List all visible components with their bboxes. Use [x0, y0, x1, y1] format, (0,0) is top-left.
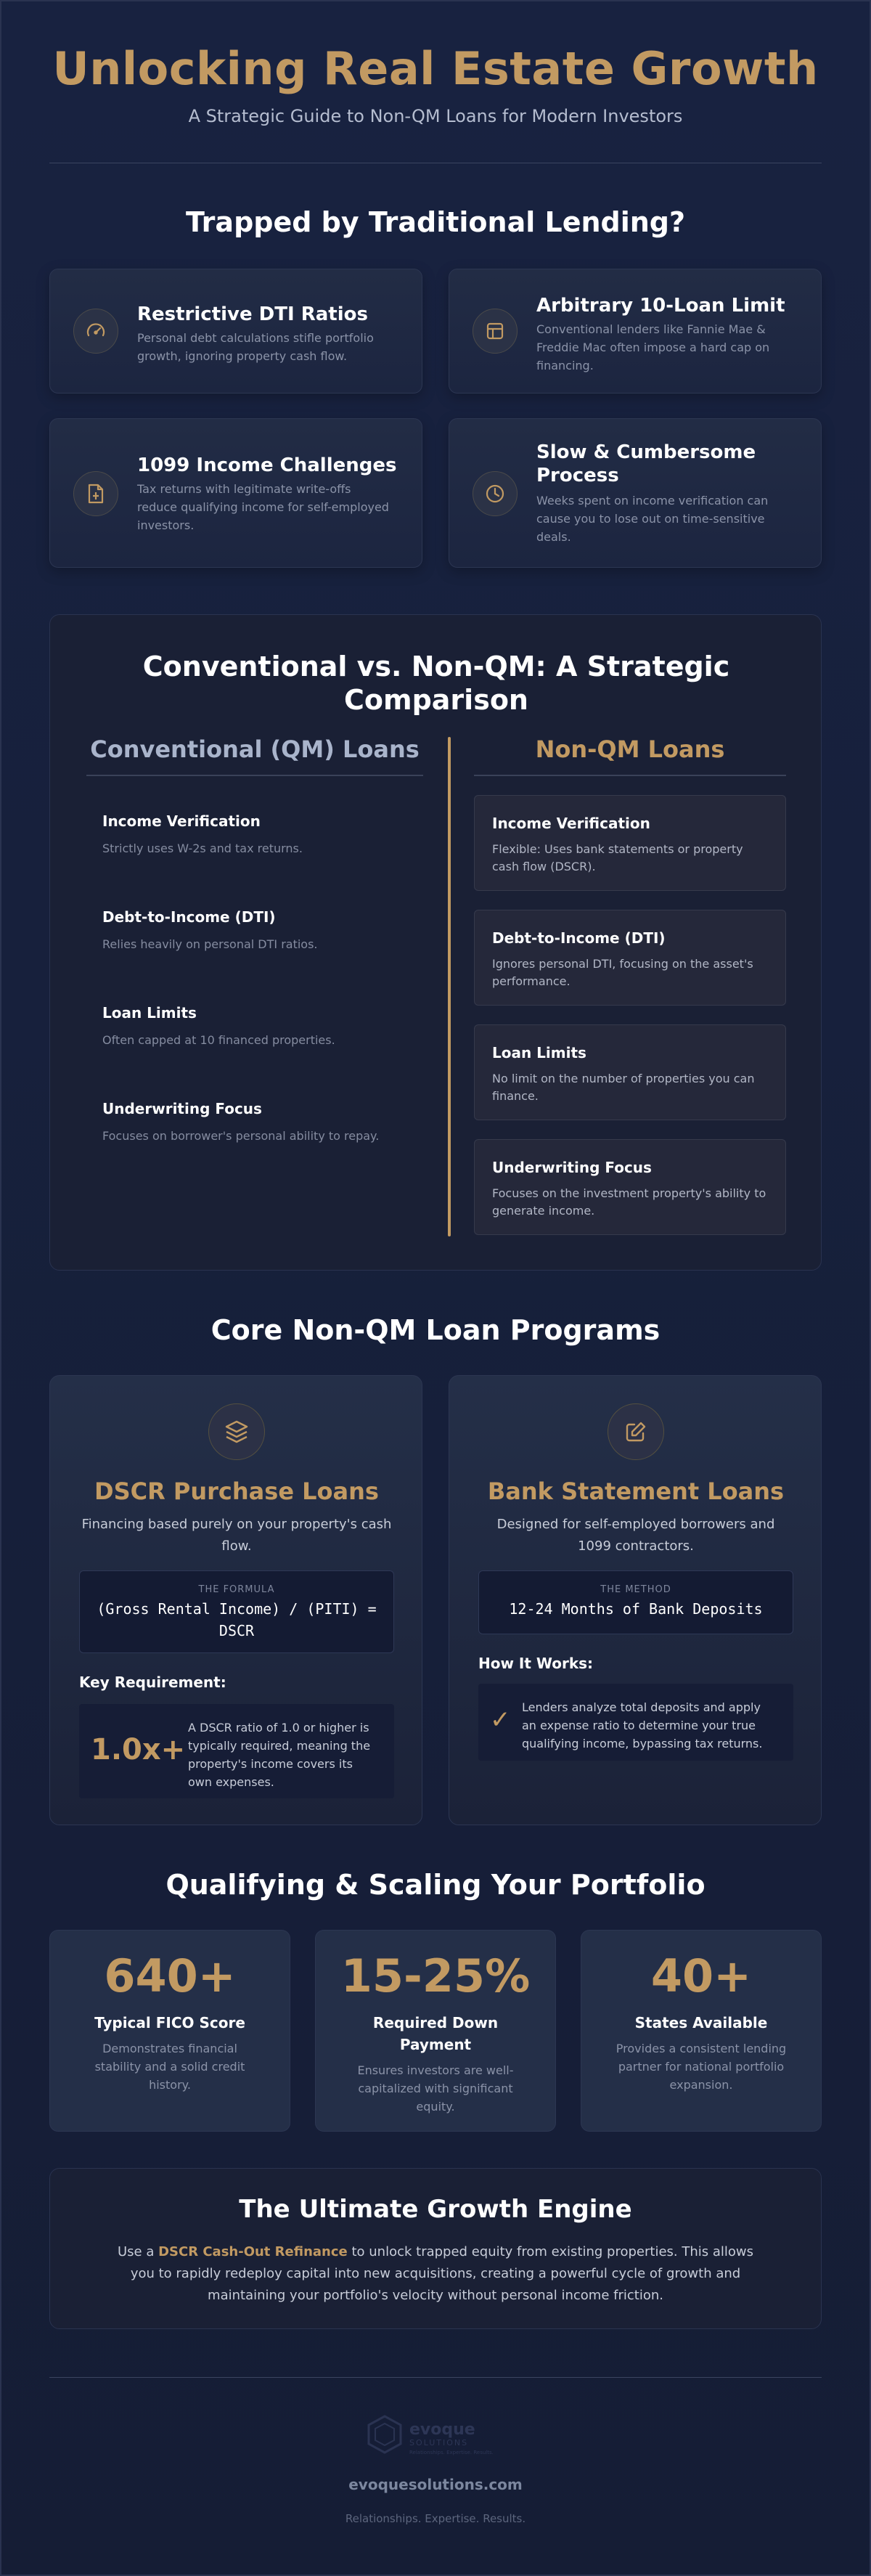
item-title: Income Verification [492, 815, 650, 832]
footer-url[interactable]: evoquesolutions.com [348, 2476, 523, 2493]
tax-document-icon [73, 471, 118, 516]
problem-desc: Conventional lenders like Fannie Mae & Freddie Mac often impose a hard cap on financing. [536, 322, 770, 372]
footer-divider [49, 2377, 822, 2378]
footer-tagline: Relationships. Expertise. Results. [345, 2512, 526, 2525]
gauge-icon [73, 309, 118, 354]
item-title: Loan Limits [492, 1044, 586, 1061]
program-title: DSCR Purchase Loans [94, 1477, 379, 1505]
requirement-box [79, 1704, 394, 1798]
building-grid-icon [473, 309, 518, 354]
item-desc: Flexible: Uses bank statements or property cash flow (DSCR). [492, 842, 743, 873]
clock-icon [473, 471, 518, 516]
bank-statement-program-card [449, 1375, 822, 1825]
nonqm-item [474, 1139, 786, 1235]
problem-title: 1099 Income Challenges [137, 455, 397, 476]
nonqm-item [474, 795, 786, 891]
conventional-item [102, 1004, 422, 1049]
edit-icon [608, 1403, 664, 1460]
problem-title: Arbitrary 10-Loan Limit [536, 295, 785, 317]
item-desc: No limit on the number of properties you can finance. [492, 1072, 755, 1103]
stat-value: 15-25% [340, 1949, 531, 2002]
logo-subtext: SOLUTIONS [409, 2438, 469, 2447]
conventional-item [102, 812, 422, 857]
item-desc: Focuses on borrower's personal ability to repay. [102, 1129, 380, 1143]
dscr-program-card [49, 1375, 422, 1825]
nonqm-heading: Non-QM Loans [535, 735, 725, 763]
layers-icon [208, 1403, 265, 1460]
stat-card [581, 1930, 822, 2132]
problem-card [49, 269, 422, 394]
stat-desc: Provides a consistent lending partner for national portfolio expansion. [616, 2042, 787, 2092]
logo-wordmark: evoque [409, 2421, 475, 2439]
page-title: Unlocking Real Estate Growth [52, 42, 819, 95]
page-subtitle: A Strategic Guide to Non-QM Loans for Modern Investors [188, 106, 683, 126]
program-title: Bank Statement Loans [487, 1477, 785, 1505]
item-title: Underwriting Focus [102, 1100, 262, 1117]
item-title: Debt-to-Income (DTI) [492, 929, 666, 947]
stat-desc: Ensures investors are well-capitalized with significant equity. [357, 2063, 514, 2114]
comparison-title: Conventional vs. Non-QM: A Strategic Comparison [142, 651, 730, 716]
how-it-works-heading: How It Works: [478, 1655, 594, 1672]
stat-card [49, 1930, 290, 2132]
item-desc: Relies heavily on personal DTI ratios. [102, 937, 318, 951]
problem-card [449, 269, 822, 394]
programs-title: Core Non-QM Loan Programs [210, 1314, 661, 1346]
how-it-works-box [478, 1684, 793, 1761]
problem-desc: Personal debt calculations stifle portfolio growth, ignoring property cash flow. [137, 331, 374, 363]
item-title: Debt-to-Income (DTI) [102, 908, 276, 926]
method-box [478, 1570, 793, 1634]
logo-tagline: Relationships. Expertise. Results. [409, 2450, 494, 2455]
engine-text-start: Use a [117, 2244, 159, 2259]
how-it-works-text: Lenders analyze total deposits and apply an expense ratio to determine your true qualifying income, bypassing tax returns. [522, 1700, 763, 1750]
problem-desc: Weeks spent on income verification can cause you to lose out on time-sensitive deals. [536, 494, 769, 544]
conventional-item [102, 1100, 422, 1145]
nonqm-item [474, 1024, 786, 1120]
problem-title: Slow & Cumbersome Process [536, 441, 756, 486]
item-title: Income Verification [102, 812, 261, 830]
item-title: Loan Limits [102, 1004, 197, 1022]
stat-label: Required Down Payment [372, 2014, 499, 2053]
engine-text-end: to unlock trapped equity from existing properties. This allows you to rapidly redeploy capital into new acquisitions, creating a powerful cycle of growth and maintaining your portfolio's velocity without personal income friction. [130, 2244, 753, 2303]
requirement-value: 1.0x+ [91, 1733, 186, 1766]
growth-engine-text [108, 2241, 763, 2307]
column-rule [474, 775, 786, 776]
nonqm-item [474, 910, 786, 1006]
program-desc: Financing based purely on your property's cash flow. [81, 1517, 392, 1554]
growth-engine-panel [49, 2168, 822, 2329]
problems-title: Trapped by Traditional Lending? [185, 206, 686, 238]
comparison-panel [49, 614, 822, 1271]
company-logo [363, 2410, 508, 2461]
stat-card [315, 1930, 556, 2132]
requirement-heading: Key Requirement: [79, 1674, 226, 1691]
item-desc: Strictly uses W-2s and tax returns. [102, 841, 303, 855]
problem-desc: Tax returns with legitimate write-offs reduce qualifying income for self-employed investors. [137, 482, 389, 532]
stat-value: 640+ [104, 1949, 236, 2002]
check-icon: ✓ [490, 1705, 511, 1735]
scaling-title: Qualifying & Scaling Your Portfolio [165, 1869, 706, 1901]
problem-card [449, 418, 822, 568]
method-label: THE METHOD [600, 1584, 671, 1595]
stat-label: Typical FICO Score [94, 2014, 245, 2031]
item-desc: Focuses on the investment property's ability to generate income. [492, 1186, 766, 1218]
stat-label: States Available [634, 2014, 768, 2031]
item-desc: Often capped at 10 financed properties. [102, 1033, 335, 1047]
formula-label: THE FORMULA [198, 1584, 275, 1595]
engine-highlight: DSCR Cash-Out Refinance [158, 2244, 348, 2259]
item-desc: Ignores personal DTI, focusing on the asset's performance. [492, 957, 753, 988]
conventional-item [102, 908, 422, 953]
conventional-heading: Conventional (QM) Loans [90, 735, 420, 763]
column-divider [448, 737, 451, 1236]
program-desc: Designed for self-employed borrowers and 1099 contractors. [496, 1517, 775, 1554]
problem-title: Restrictive DTI Ratios [137, 303, 368, 325]
column-rule [86, 775, 423, 776]
requirement-text: A DSCR ratio of 1.0 or higher is typically required, meaning the property's income covers its own expenses. [188, 1721, 371, 1789]
problem-card [49, 418, 422, 568]
method-value: 12-24 Months of Bank Deposits [509, 1600, 763, 1618]
item-title: Underwriting Focus [492, 1159, 652, 1176]
formula-box [79, 1570, 394, 1653]
stat-desc: Demonstrates financial stability and a solid credit history. [94, 2042, 245, 2092]
stat-value: 40+ [650, 1949, 752, 2002]
formula-value: (Gross Rental Income) / (PITI) = DSCR [97, 1600, 377, 1639]
growth-engine-title: The Ultimate Growth Engine [239, 2195, 632, 2224]
